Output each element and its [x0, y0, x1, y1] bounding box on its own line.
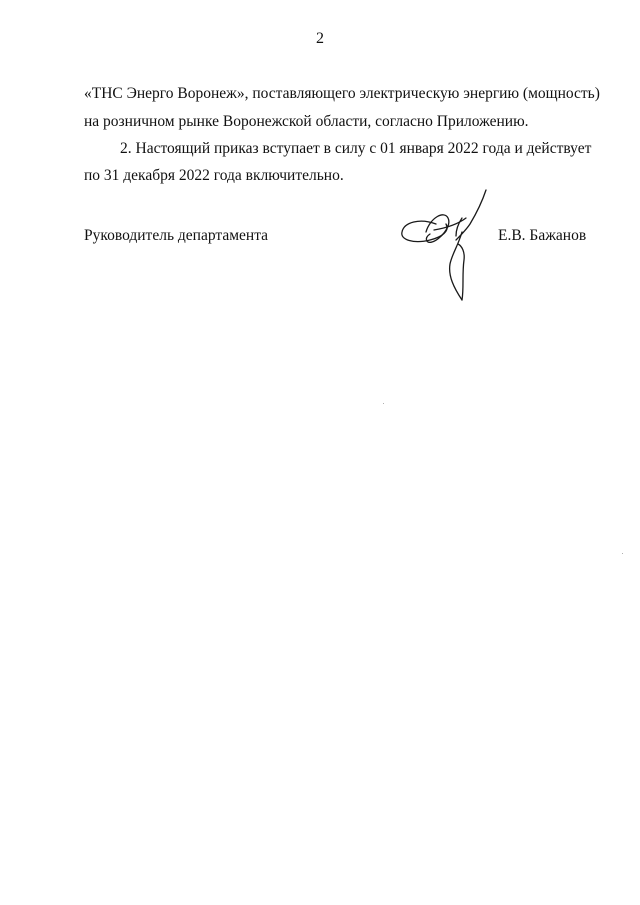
signatory-name: Е.В. Бажанов [498, 227, 587, 244]
page-number: 2 [316, 30, 324, 47]
body-text-line: по 31 декабря 2022 года включительно. [84, 167, 344, 184]
body-text-line: 2. Настоящий приказ вступает в силу с 01 января 2022 года и действует [120, 140, 592, 157]
scan-speck [383, 403, 384, 404]
body-text-line: на розничном рынке Воронежской области, согласно Приложению. [84, 113, 529, 130]
handwritten-signature-icon [396, 188, 496, 304]
scan-speck [622, 553, 623, 554]
signatory-title: Руководитель департамента [84, 227, 269, 244]
body-text-line: «ТНС Энерго Воронеж», поставляющего электрическую энергию (мощность) [84, 85, 600, 102]
